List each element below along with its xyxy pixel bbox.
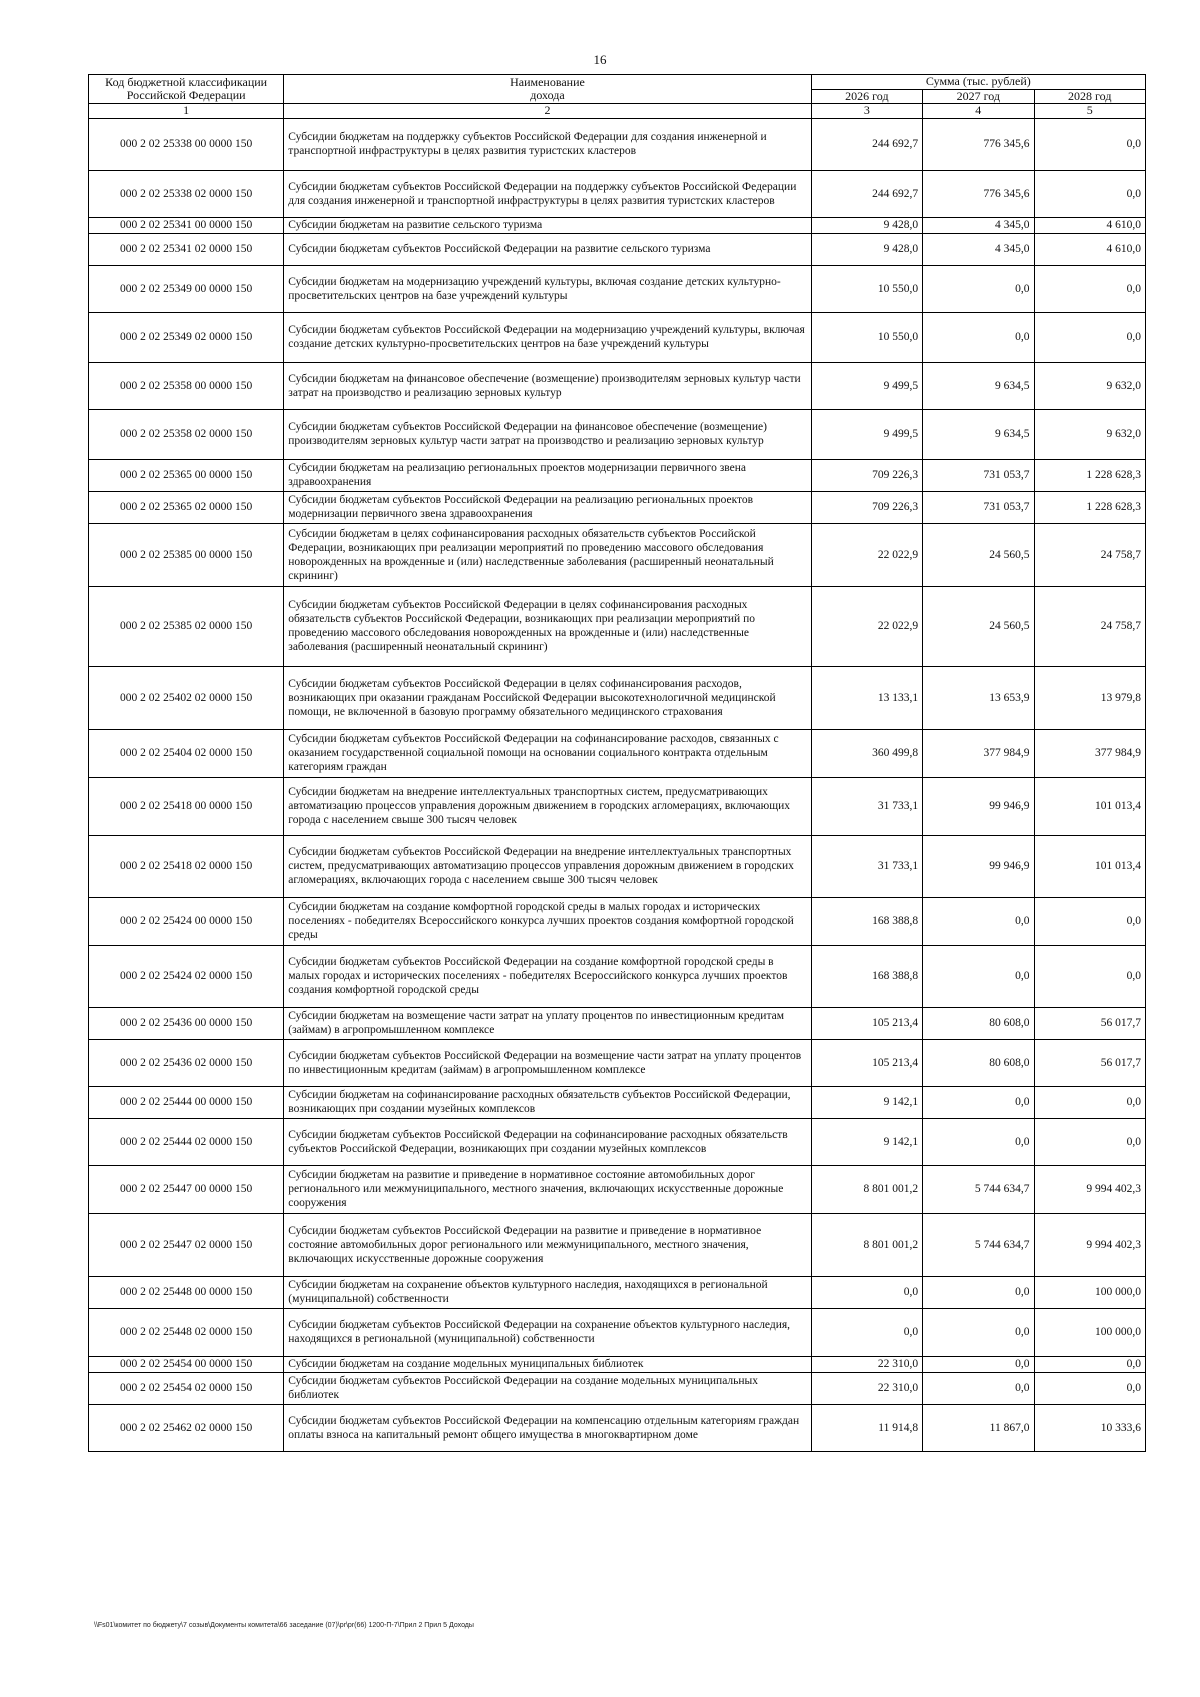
amount-2026-cell: 168 388,8 xyxy=(811,945,922,1007)
table-row xyxy=(89,312,1146,362)
amount-2026-cell: 10 550,0 xyxy=(811,312,922,362)
table-row xyxy=(89,1165,1146,1213)
amount-2027-cell: 0,0 xyxy=(923,1118,1034,1165)
column-number-3: 3 xyxy=(811,104,922,119)
table-row xyxy=(89,409,1146,459)
code-column-header: Код бюджетной классификации Российской Федерации xyxy=(89,75,284,104)
budget-code-cell: 000 2 02 25454 00 0000 150 xyxy=(89,1356,284,1372)
revenue-name-cell: Субсидии бюджетам субъектов Российской Федерации на софинансирование расходов, связанных с оказанием государственной социальной помощи на основании социального контракта отдельным категориям граждан xyxy=(284,729,811,777)
budget-code-cell: 000 2 02 25341 02 0000 150 xyxy=(89,233,284,265)
budget-code-cell: 000 2 02 25358 00 0000 150 xyxy=(89,362,284,409)
amount-2028-cell: 0,0 xyxy=(1034,1372,1146,1404)
amount-2027-cell: 99 946,9 xyxy=(923,777,1034,835)
table-body xyxy=(89,118,1146,1451)
revenue-name-cell: Субсидии бюджетам субъектов Российской Федерации в целях софинансирования расходов, возникающих при оказании гражданам Российской Федерации высокотехнологичной медицинской помощи, не включенной в базовую программу обязательного медицинского страхования xyxy=(284,666,811,729)
budget-code-cell: 000 2 02 25385 00 0000 150 xyxy=(89,523,284,586)
amount-2027-cell: 731 053,7 xyxy=(923,459,1034,491)
amount-2027-cell: 0,0 xyxy=(923,265,1034,312)
amount-2028-cell: 0,0 xyxy=(1034,118,1146,170)
amount-2027-cell: 4 345,0 xyxy=(923,217,1034,233)
budget-code-cell: 000 2 02 25365 00 0000 150 xyxy=(89,459,284,491)
budget-code-cell: 000 2 02 25365 02 0000 150 xyxy=(89,491,284,523)
budget-code-cell: 000 2 02 25454 02 0000 150 xyxy=(89,1372,284,1404)
revenue-name-cell: Субсидии бюджетам субъектов Российской Федерации на сохранение объектов культурного наследия, находящихся в региональной (муниципальной) собственности xyxy=(284,1308,811,1356)
table-row xyxy=(89,1118,1146,1165)
amount-2026-cell: 10 550,0 xyxy=(811,265,922,312)
amount-2028-cell: 10 333,6 xyxy=(1034,1404,1146,1451)
amount-2027-cell: 776 345,6 xyxy=(923,118,1034,170)
amount-2028-cell: 24 758,7 xyxy=(1034,586,1146,666)
table-row xyxy=(89,777,1146,835)
revenue-name-cell: Субсидии бюджетам субъектов Российской Федерации на развитие и приведение в нормативное состояние автомобильных дорог регионального или межмуниципального, местного значения, включающих искусственные дорожные сооружения xyxy=(284,1213,811,1276)
amount-2026-cell: 168 388,8 xyxy=(811,897,922,945)
revenue-name-cell: Субсидии бюджетам на финансовое обеспечение (возмещение) производителям зерновых культур части затрат на производство и реализацию зерновых культур xyxy=(284,362,811,409)
amount-2027-cell: 0,0 xyxy=(923,1276,1034,1308)
amount-2026-cell: 11 914,8 xyxy=(811,1404,922,1451)
table-row xyxy=(89,491,1146,523)
table-row xyxy=(89,265,1146,312)
table-row xyxy=(89,1308,1146,1356)
table-row xyxy=(89,586,1146,666)
year-2026-header: 2026 год xyxy=(811,89,922,104)
amount-2027-cell: 0,0 xyxy=(923,1356,1034,1372)
amount-2026-cell: 709 226,3 xyxy=(811,491,922,523)
amount-2028-cell: 24 758,7 xyxy=(1034,523,1146,586)
amount-2028-cell: 0,0 xyxy=(1034,1118,1146,1165)
amount-2028-cell: 56 017,7 xyxy=(1034,1007,1146,1039)
amount-2027-cell: 13 653,9 xyxy=(923,666,1034,729)
amount-2027-cell: 377 984,9 xyxy=(923,729,1034,777)
amount-2027-cell: 80 608,0 xyxy=(923,1039,1034,1086)
revenue-name-cell: Субсидии бюджетам субъектов Российской Федерации на финансовое обеспечение (возмещение) производителям зерновых культур части затрат на производство и реализацию зерновых культур xyxy=(284,409,811,459)
budget-code-cell: 000 2 02 25349 00 0000 150 xyxy=(89,265,284,312)
amount-2026-cell: 105 213,4 xyxy=(811,1007,922,1039)
amount-2027-cell: 99 946,9 xyxy=(923,835,1034,897)
revenue-name-cell: Субсидии бюджетам на создание комфортной городской среды в малых городах и исторических поселениях - победителях Всероссийского конкурса лучших проектов создания комфортной городской среды xyxy=(284,897,811,945)
amount-2026-cell: 8 801 001,2 xyxy=(811,1165,922,1213)
amount-2028-cell: 0,0 xyxy=(1034,312,1146,362)
amount-2028-cell: 0,0 xyxy=(1034,1356,1146,1372)
table-row xyxy=(89,1213,1146,1276)
table-row xyxy=(89,1356,1146,1372)
amount-2027-cell: 0,0 xyxy=(923,945,1034,1007)
amount-2027-cell: 9 634,5 xyxy=(923,362,1034,409)
budget-code-cell: 000 2 02 25447 02 0000 150 xyxy=(89,1213,284,1276)
budget-code-cell: 000 2 02 25418 02 0000 150 xyxy=(89,835,284,897)
budget-code-cell: 000 2 02 25424 00 0000 150 xyxy=(89,897,284,945)
revenue-name-cell: Субсидии бюджетам на развитие сельского туризма xyxy=(284,217,811,233)
revenue-name-cell: Субсидии бюджетам субъектов Российской Федерации в целях софинансирования расходных обязательств субъектов Российской Федерации, возникающих при реализации мероприятий по проведению массового обследования новорожденных на врожденные и (или) наследственные заболевания (расширенный неонатальный скрининг) xyxy=(284,586,811,666)
revenue-name-cell: Субсидии бюджетам субъектов Российской Федерации на поддержку субъектов Российской Федерации для создания инженерной и транспортной инфраструктуры в целях развития туристских кластеров xyxy=(284,170,811,217)
amount-2026-cell: 9 499,5 xyxy=(811,409,922,459)
name-header-line1: Наименование xyxy=(510,74,585,89)
amount-2028-cell: 1 228 628,3 xyxy=(1034,459,1146,491)
amount-2027-cell: 0,0 xyxy=(923,1372,1034,1404)
table-row xyxy=(89,1276,1146,1308)
table-row xyxy=(89,1007,1146,1039)
amount-2026-cell: 22 022,9 xyxy=(811,586,922,666)
year-2028-header: 2028 год xyxy=(1034,89,1146,104)
amount-2027-cell: 0,0 xyxy=(923,897,1034,945)
budget-code-cell: 000 2 02 25338 00 0000 150 xyxy=(89,118,284,170)
revenue-name-cell: Субсидии бюджетам субъектов Российской Федерации на развитие сельского туризма xyxy=(284,233,811,265)
revenue-name-cell: Субсидии бюджетам субъектов Российской Федерации на модернизацию учреждений культуры, включая создание детских культурно-просветительских центров на базе учреждений культуры xyxy=(284,312,811,362)
table-row xyxy=(89,729,1146,777)
amount-2026-cell: 13 133,1 xyxy=(811,666,922,729)
amount-2028-cell: 101 013,4 xyxy=(1034,777,1146,835)
column-number-2: 2 xyxy=(284,104,811,119)
amount-2027-cell: 0,0 xyxy=(923,1308,1034,1356)
amount-2026-cell: 22 310,0 xyxy=(811,1356,922,1372)
amount-2028-cell: 0,0 xyxy=(1034,897,1146,945)
budget-code-cell: 000 2 02 25404 02 0000 150 xyxy=(89,729,284,777)
amount-2027-cell: 0,0 xyxy=(923,312,1034,362)
budget-code-cell: 000 2 02 25349 02 0000 150 xyxy=(89,312,284,362)
amount-2028-cell: 56 017,7 xyxy=(1034,1039,1146,1086)
table-row xyxy=(89,523,1146,586)
column-number-1: 1 xyxy=(89,104,284,119)
revenue-name-cell: Субсидии бюджетам субъектов Российской Федерации на создание модельных муниципальных библиотек xyxy=(284,1372,811,1404)
name-header-line2: дохода xyxy=(530,88,565,102)
table-row xyxy=(89,666,1146,729)
amount-2028-cell: 9 994 402,3 xyxy=(1034,1165,1146,1213)
amount-2028-cell: 0,0 xyxy=(1034,170,1146,217)
budget-code-cell: 000 2 02 25418 00 0000 150 xyxy=(89,777,284,835)
revenue-name-cell: Субсидии бюджетам на поддержку субъектов Российской Федерации для создания инженерной и транспортной инфраструктуры в целях развития туристских кластеров xyxy=(284,118,811,170)
amount-2028-cell: 0,0 xyxy=(1034,1086,1146,1118)
amount-2027-cell: 5 744 634,7 xyxy=(923,1213,1034,1276)
table-row xyxy=(89,1086,1146,1118)
amount-2027-cell: 731 053,7 xyxy=(923,491,1034,523)
amount-2026-cell: 9 499,5 xyxy=(811,362,922,409)
table-row xyxy=(89,459,1146,491)
amount-2028-cell: 100 000,0 xyxy=(1034,1276,1146,1308)
revenue-name-cell: Субсидии бюджетам на возмещение части затрат на уплату процентов по инвестиционным кредитам (займам) в агропромышленном комплексе xyxy=(284,1007,811,1039)
amount-2026-cell: 9 142,1 xyxy=(811,1118,922,1165)
revenue-name-cell: Субсидии бюджетам субъектов Российской Федерации на создание комфортной городской среды в малых городах и исторических поселениях - победителях Всероссийского конкурса лучших проектов создания комфортной городской среды xyxy=(284,945,811,1007)
amount-2027-cell: 0,0 xyxy=(923,1086,1034,1118)
amount-2026-cell: 360 499,8 xyxy=(811,729,922,777)
amount-2028-cell: 377 984,9 xyxy=(1034,729,1146,777)
revenue-name-cell: Субсидии бюджетам на софинансирование расходных обязательств субъектов Российской Федерации, возникающих при создании музейных комплексов xyxy=(284,1086,811,1118)
table-row xyxy=(89,1039,1146,1086)
revenue-name-cell: Субсидии бюджетам субъектов Российской Федерации на компенсацию отдельным категориям граждан оплаты взноса на капитальный ремонт общего имущества в многоквартирном доме xyxy=(284,1404,811,1451)
amount-2028-cell: 9 632,0 xyxy=(1034,409,1146,459)
table-row xyxy=(89,217,1146,233)
budget-code-cell: 000 2 02 25444 00 0000 150 xyxy=(89,1086,284,1118)
amount-2026-cell: 22 310,0 xyxy=(811,1372,922,1404)
amount-2026-cell: 244 692,7 xyxy=(811,170,922,217)
amount-2028-cell: 4 610,0 xyxy=(1034,233,1146,265)
name-column-header xyxy=(284,75,811,104)
revenue-name-cell: Субсидии бюджетам субъектов Российской Федерации на возмещение части затрат на уплату процентов по инвестиционным кредитам (займам) в агропромышленном комплексе xyxy=(284,1039,811,1086)
amount-2028-cell: 1 228 628,3 xyxy=(1034,491,1146,523)
amount-2026-cell: 31 733,1 xyxy=(811,835,922,897)
page-number: 16 xyxy=(593,52,607,67)
amount-2026-cell: 244 692,7 xyxy=(811,118,922,170)
revenue-name-cell: Субсидии бюджетам субъектов Российской Федерации на реализацию региональных проектов модернизации первичного звена здравоохранения xyxy=(284,491,811,523)
column-number-5: 5 xyxy=(1034,104,1146,119)
table-row xyxy=(89,1404,1146,1451)
amount-2028-cell: 9 632,0 xyxy=(1034,362,1146,409)
sum-column-header: Сумма (тыс. рублей) xyxy=(811,75,1145,90)
amount-2026-cell: 0,0 xyxy=(811,1276,922,1308)
table-row xyxy=(89,1372,1146,1404)
amount-2027-cell: 4 345,0 xyxy=(923,233,1034,265)
budget-code-cell: 000 2 02 25338 02 0000 150 xyxy=(89,170,284,217)
budget-code-cell: 000 2 02 25436 00 0000 150 xyxy=(89,1007,284,1039)
amount-2028-cell: 13 979,8 xyxy=(1034,666,1146,729)
revenue-table xyxy=(88,74,1146,1452)
amount-2026-cell: 709 226,3 xyxy=(811,459,922,491)
amount-2028-cell: 4 610,0 xyxy=(1034,217,1146,233)
revenue-name-cell: Субсидии бюджетам на создание модельных муниципальных библиотек xyxy=(284,1356,811,1372)
amount-2026-cell: 31 733,1 xyxy=(811,777,922,835)
amount-2028-cell: 101 013,4 xyxy=(1034,835,1146,897)
table-row xyxy=(89,118,1146,170)
table-row xyxy=(89,362,1146,409)
budget-code-cell: 000 2 02 25436 02 0000 150 xyxy=(89,1039,284,1086)
budget-code-cell: 000 2 02 25444 02 0000 150 xyxy=(89,1118,284,1165)
amount-2027-cell: 776 345,6 xyxy=(923,170,1034,217)
budget-code-cell: 000 2 02 25447 00 0000 150 xyxy=(89,1165,284,1213)
table-row xyxy=(89,945,1146,1007)
revenue-name-cell: Субсидии бюджетам на сохранение объектов культурного наследия, находящихся в региональной (муниципальной) собственности xyxy=(284,1276,811,1308)
budget-code-cell: 000 2 02 25341 00 0000 150 xyxy=(89,217,284,233)
amount-2026-cell: 9 142,1 xyxy=(811,1086,922,1118)
budget-code-cell: 000 2 02 25424 02 0000 150 xyxy=(89,945,284,1007)
amount-2026-cell: 9 428,0 xyxy=(811,233,922,265)
amount-2027-cell: 24 560,5 xyxy=(923,523,1034,586)
revenue-name-cell: Субсидии бюджетам в целях софинансирования расходных обязательств субъектов Российской Федерации, возникающих при реализации мероприятий по проведению массового обследования новорожденных на врожденные и (или) наследственные заболевания (расширенный неонатальный скрининг) xyxy=(284,523,811,586)
revenue-name-cell: Субсидии бюджетам на модернизацию учреждений культуры, включая создание детских культурно-просветительских центров на базе учреждений культуры xyxy=(284,265,811,312)
amount-2027-cell: 9 634,5 xyxy=(923,409,1034,459)
amount-2027-cell: 11 867,0 xyxy=(923,1404,1034,1451)
budget-code-cell: 000 2 02 25462 02 0000 150 xyxy=(89,1404,284,1451)
table-row xyxy=(89,835,1146,897)
amount-2026-cell: 22 022,9 xyxy=(811,523,922,586)
amount-2028-cell: 0,0 xyxy=(1034,945,1146,1007)
year-2027-header: 2027 год xyxy=(923,89,1034,104)
table-row xyxy=(89,233,1146,265)
revenue-name-cell: Субсидии бюджетам субъектов Российской Федерации на софинансирование расходных обязательств субъектов Российской Федерации, возникающих при создании музейных комплексов xyxy=(284,1118,811,1165)
revenue-name-cell: Субсидии бюджетам на внедрение интеллектуальных транспортных систем, предусматривающих автоматизацию процессов управления дорожным движением в городских агломерациях, включающих города с населением свыше 300 тысяч человек xyxy=(284,777,811,835)
budget-code-cell: 000 2 02 25448 02 0000 150 xyxy=(89,1308,284,1356)
budget-code-cell: 000 2 02 25385 02 0000 150 xyxy=(89,586,284,666)
revenue-name-cell: Субсидии бюджетам на реализацию региональных проектов модернизации первичного звена здравоохранения xyxy=(284,459,811,491)
amount-2026-cell: 8 801 001,2 xyxy=(811,1213,922,1276)
amount-2027-cell: 24 560,5 xyxy=(923,586,1034,666)
amount-2027-cell: 5 744 634,7 xyxy=(923,1165,1034,1213)
amount-2028-cell: 9 994 402,3 xyxy=(1034,1213,1146,1276)
amount-2027-cell: 80 608,0 xyxy=(923,1007,1034,1039)
column-number-4: 4 xyxy=(923,104,1034,119)
budget-code-cell: 000 2 02 25358 02 0000 150 xyxy=(89,409,284,459)
table-row xyxy=(89,170,1146,217)
amount-2026-cell: 9 428,0 xyxy=(811,217,922,233)
amount-2028-cell: 0,0 xyxy=(1034,265,1146,312)
revenue-name-cell: Субсидии бюджетам субъектов Российской Федерации на внедрение интеллектуальных транспортных систем, предусматривающих автоматизацию процессов управления дорожным движением в городских агломерациях, включающих города с населением свыше 300 тысяч человек xyxy=(284,835,811,897)
table-row xyxy=(89,897,1146,945)
amount-2026-cell: 105 213,4 xyxy=(811,1039,922,1086)
budget-code-cell: 000 2 02 25448 00 0000 150 xyxy=(89,1276,284,1308)
budget-code-cell: 000 2 02 25402 02 0000 150 xyxy=(89,666,284,729)
amount-2028-cell: 100 000,0 xyxy=(1034,1308,1146,1356)
amount-2026-cell: 0,0 xyxy=(811,1308,922,1356)
file-path-footer: \\Fs01\комитет по бюджету\7 созыв\Документы комитета\66 заседание (07)\pr\pr(66) 1200-П-7\Прил 2 Прил 5 Доходы xyxy=(94,1622,474,1629)
revenue-name-cell: Субсидии бюджетам на развитие и приведение в нормативное состояние автомобильных дорог регионального или межмуниципального, местного значения, включающих искусственные дорожные сооружения xyxy=(284,1165,811,1213)
